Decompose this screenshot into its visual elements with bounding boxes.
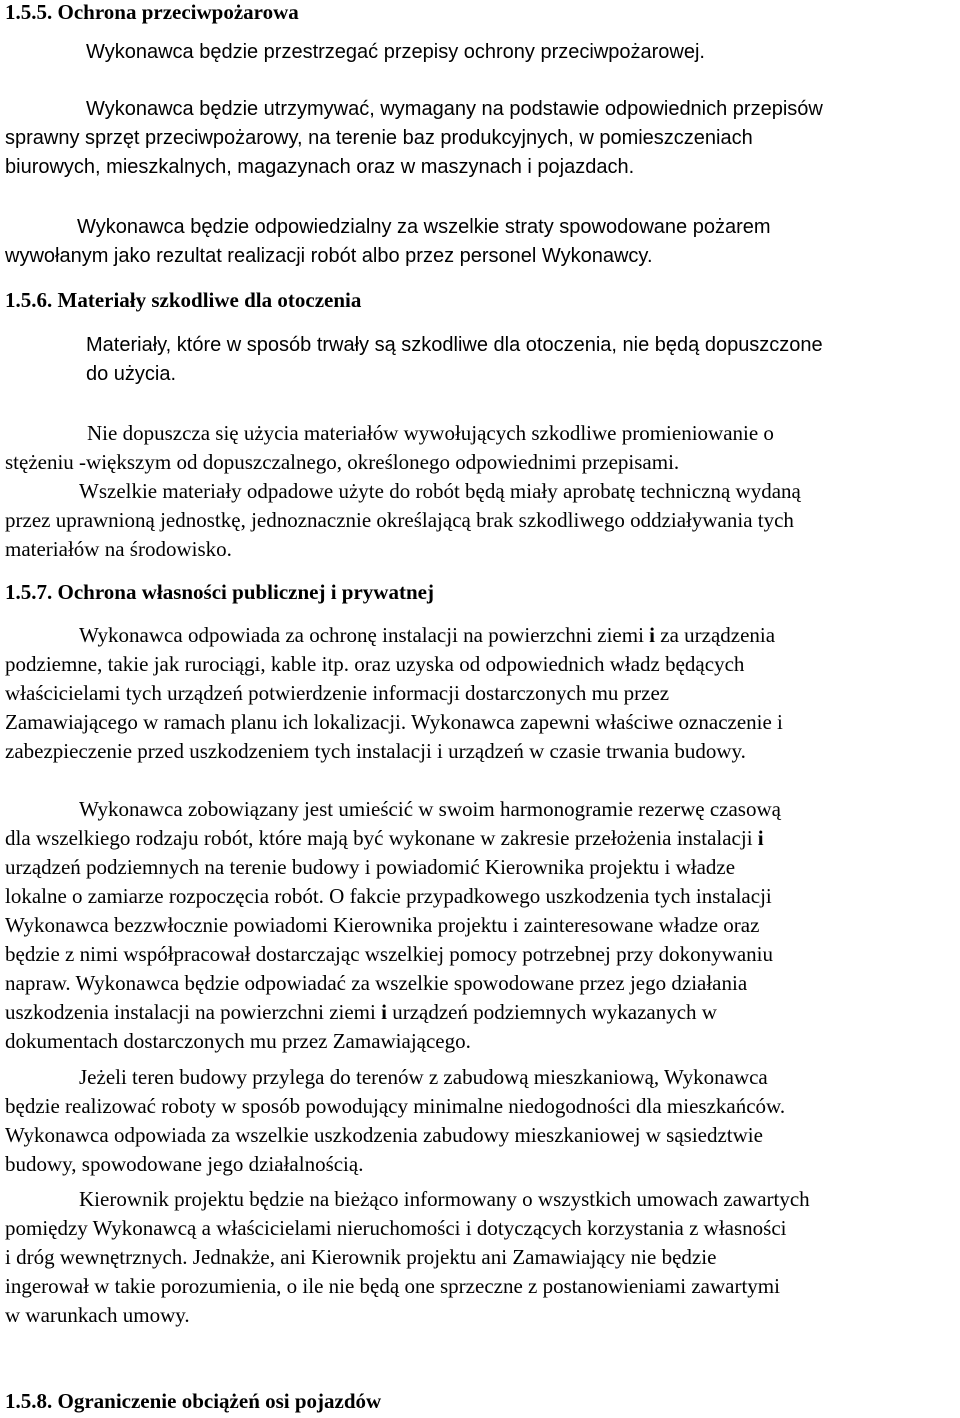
text-segment: za urządzenia xyxy=(655,623,776,647)
text-line: urządzeń podziemnych na terenie budowy i powiadomić Kierownika projektu i władze xyxy=(5,855,736,879)
text-line: budowy, spowodowane jego działalnością. xyxy=(5,1152,364,1176)
text-line: właścicielami tych urządzeń potwierdzenie informacji dostarczonych mu przez xyxy=(5,681,670,705)
text-line: stężeniu -większym od dopuszczalnego, określonego odpowiednimi przepisami. xyxy=(5,450,680,474)
text-line xyxy=(5,621,955,650)
text-line: biurowych, mieszkalnych, magazynach oraz w maszynach i pojazdach. xyxy=(5,156,635,178)
text-line: przez uprawnioną jednostkę, jednoznacznie określającą brak szkodliwego oddziaływania tych xyxy=(5,508,794,532)
text-line: będzie realizować roboty w sposób powodujący minimalne niedogodności dla mieszkańców. xyxy=(5,1094,786,1118)
text-line: Wykonawca zobowiązany jest umieścić w swoim harmonogramie rezerwę czasową xyxy=(79,797,781,821)
section-157-heading: 1.5.7. Ochrona własności publicznej i prywatnej xyxy=(5,580,434,604)
section-157-paragraph-2 xyxy=(5,795,955,1056)
section-155-heading: 1.5.5. Ochrona przeciwpożarowa xyxy=(5,0,299,24)
text-line: Wykonawca będzie utrzymywać, wymagany na podstawie odpowiednich przepisów xyxy=(86,98,823,120)
text-line: Kierownik projektu będzie na bieżąco informowany o wszystkich umowach zawartych xyxy=(79,1187,810,1211)
text-line: Nie dopuszcza się użycia materiałów wywołujących szkodliwe promieniowanie o xyxy=(87,421,774,445)
text-line: Materiały, które w sposób trwały są szkodliwe dla otoczenia, nie będą dopuszczone xyxy=(86,334,823,356)
text-line: wywołanym jako rezultat realizacji robót albo przez personel Wykonawcy. xyxy=(5,245,653,267)
section-155-paragraph-3 xyxy=(5,213,955,271)
text-segment: urządzeń podziemnych wykazanych w xyxy=(386,1000,717,1024)
text-line: Zamawiającego w ramach planu ich lokalizacji. Wykonawca zapewni właściwe oznaczenie i xyxy=(5,710,783,734)
bold-segment: i xyxy=(649,623,656,647)
text-line: lokalne o zamiarze rozpoczęcia robót. O fakcie przypadkowego uszkodzenia tych instalacji xyxy=(5,884,772,908)
text-segment: Wykonawca odpowiada za ochronę instalacji na powierzchni ziemi xyxy=(79,623,650,647)
text-line: podziemne, takie jak rurociągi, kable itp. oraz uzyska od odpowiednich władz będących xyxy=(5,652,745,676)
text-line: Wszelkie materiały odpadowe użyte do robót będą miały aprobatę techniczną wydaną xyxy=(79,479,801,503)
section-158-heading: 1.5.8. Ograniczenie obciążeń osi pojazdów xyxy=(5,1389,382,1413)
text-line: dokumentach dostarczonych mu przez Zamawiającego. xyxy=(5,1029,471,1053)
section-156-paragraph-1 xyxy=(86,331,960,389)
text-line: napraw. Wykonawca będzie odpowiadać za wszelkie spowodowane przez jego działania xyxy=(5,971,748,995)
text-line: Wykonawca będzie odpowiedzialny za wszelkie straty spowodowane pożarem xyxy=(77,216,771,238)
text-line: Wykonawca bezzwłocznie powiadomi Kierownika projektu i zainteresowane władze oraz xyxy=(5,913,760,937)
text-line: będzie z nimi współpracował dostarczając wszelkiej pomocy potrzebnej przy dokonywaniu xyxy=(5,942,773,966)
text-line: materiałów na środowisko. xyxy=(5,537,232,561)
text-line: do użycia. xyxy=(86,363,177,385)
text-line: Wykonawca odpowiada za wszelkie uszkodzenia zabudowy mieszkaniowej w sąsiedztwie xyxy=(5,1123,763,1147)
text-line: sprawny sprzęt przeciwpożarowy, na terenie baz produkcyjnych, w pomieszczeniach xyxy=(5,127,753,149)
section-156-heading: 1.5.6. Materiały szkodliwe dla otoczenia xyxy=(5,288,362,312)
text-segment: dla wszelkiego rodzaju robót, które mają być wykonane w zakresie przełożenia instalacji xyxy=(5,826,758,850)
text-line: i dróg wewnętrznych. Jednakże, ani Kierownik projektu ani Zamawiający nie będzie xyxy=(5,1245,717,1269)
text-line xyxy=(5,824,955,853)
section-157-paragraph-3 xyxy=(5,1063,955,1179)
section-157-paragraph-1 xyxy=(5,621,955,766)
text-line: Jeżeli teren budowy przylega do terenów z zabudową mieszkaniową, Wykonawca xyxy=(79,1065,768,1089)
section-155-paragraph-1: Wykonawca będzie przestrzegać przepisy ochrony przeciwpożarowej. xyxy=(86,41,705,63)
section-156-paragraph-2 xyxy=(5,419,955,564)
text-line: w warunkach umowy. xyxy=(5,1303,190,1327)
text-line: pomiędzy Wykonawcą a właścicielami nieruchomości i dotyczących korzystania z własności xyxy=(5,1216,787,1240)
bold-segment: i xyxy=(757,826,764,850)
text-segment: uszkodzenia instalacji na powierzchni ziemi xyxy=(5,1000,382,1024)
text-line: ingerował w takie porozumienia, o ile nie będą one sprzeczne z postanowieniami zawartymi xyxy=(5,1274,780,1298)
text-line: zabezpieczenie przed uszkodzeniem tych instalacji i urządzeń w czasie trwania budowy. xyxy=(5,739,746,763)
text-line xyxy=(5,998,955,1027)
section-155-paragraph-2 xyxy=(5,95,955,182)
section-157-paragraph-4 xyxy=(5,1185,955,1330)
bold-segment: i xyxy=(381,1000,387,1024)
